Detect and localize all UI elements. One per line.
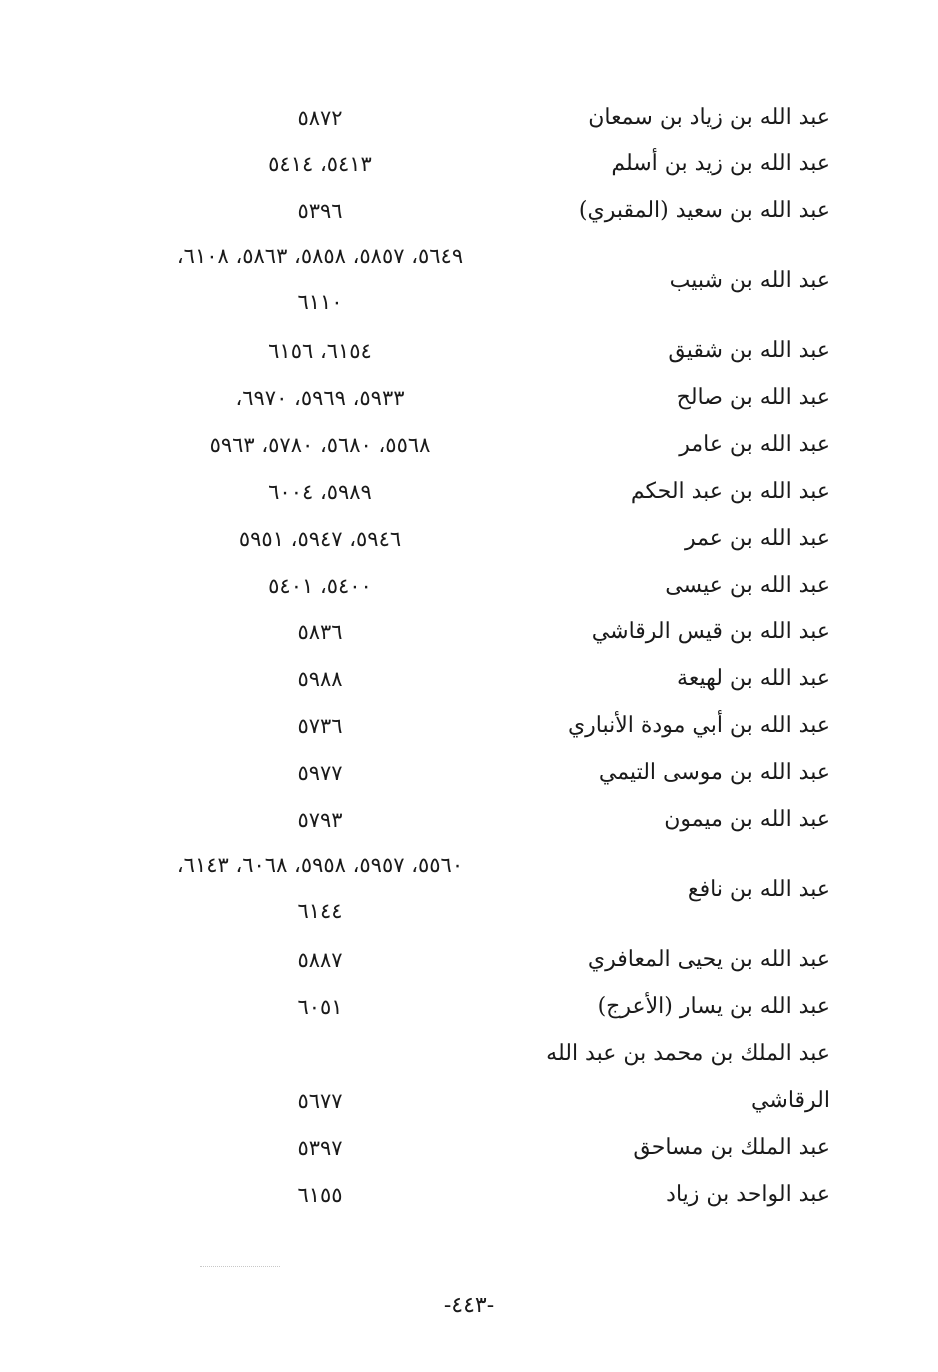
entry-name: عبد الملك بن مساحق (633, 1135, 830, 1160)
entry-name: عبد الله بن نافع (687, 877, 830, 902)
entry-refs (100, 850, 540, 942)
entry-name: عبد الله بن شبيب (669, 268, 830, 293)
entry-refs: ٥٩٨٩، ٦٠٠٤ (268, 480, 372, 504)
entry-name: عبد الواحد بن زياد (666, 1182, 830, 1207)
scan-artifact (200, 1266, 280, 1270)
entry-name: عبد الله بن عبد الحكم (630, 479, 830, 504)
entry-name: عبد الله بن أبي مودة الأنباري (567, 713, 830, 738)
entry-refs: ٥٨٣٦ (297, 620, 343, 644)
entry-refs: ٥٨٨٧ (297, 948, 343, 972)
entry-name: عبد الله بن زياد بن سمعان (588, 105, 830, 130)
entry-name: عبد الله بن موسى التيمي (598, 760, 830, 785)
entry-refs: ٥٥٦٨، ٥٦٨٠، ٥٧٨٠، ٥٩٦٣ (209, 433, 431, 457)
entry-name: عبد الله بن لهيعة (677, 666, 830, 691)
entry-refs: ٥٩٣٣، ٥٩٦٩، ٦٩٧٠، (235, 386, 405, 410)
entry-refs: ٥٩٤٦، ٥٩٤٧، ٥٩٥١ (238, 527, 402, 551)
entry-name: عبد الله بن يسار (الأعرج) (597, 994, 830, 1019)
entry-name-line: عبد الملك بن محمد بن عبد الله (546, 1041, 830, 1066)
entry-name: عبد الله بن ميمون (664, 807, 830, 832)
entry-name: عبد الله بن قيس الرقاشي (591, 619, 830, 644)
entry-name: عبد الله بن يحيى المعافري (587, 947, 830, 972)
entry-refs: ٥٧٣٦ (297, 714, 343, 738)
entry-name: عبد الله بن عامر (679, 432, 830, 457)
entry-refs: ٥٦٧٧ (297, 1089, 343, 1113)
entry-name: عبد الله بن عمر (684, 526, 830, 551)
entry-refs: ٥٤٠٠، ٥٤٠١ (268, 574, 372, 598)
entry-refs-line: ٦١٤٤ (297, 899, 343, 923)
entry-name: عبد الله بن صالح (676, 385, 830, 410)
entry-name: عبد الله بن سعيد (المقبري) (578, 198, 830, 223)
entry-refs-line: ٥٥٦٠، ٥٩٥٧، ٥٩٥٨، ٦٠٦٨، ٦١٤٣، (176, 853, 464, 877)
entry-refs (100, 241, 540, 333)
entry-refs: ٥٤١٣، ٥٤١٤ (268, 152, 372, 176)
entry-refs: ٥٩٧٧ (297, 761, 343, 785)
entry-name: عبد الله بن شقيق (668, 338, 830, 363)
entry-refs: ٥٧٩٣ (297, 808, 343, 832)
page-number: -٤٤٣- (443, 1293, 495, 1318)
entry-refs-line: ٦١١٠ (297, 290, 343, 314)
entry-refs: ٥٩٨٨ (297, 667, 343, 691)
entry-name: عبد الله بن زيد بن أسلم (611, 151, 830, 176)
entry-name-line: الرقاشي (751, 1088, 830, 1113)
entry-refs: ٦١٥٥ (297, 1183, 343, 1207)
entry-name: عبد الله بن عيسى (665, 573, 830, 598)
entry-refs: ٥٣٩٧ (297, 1136, 343, 1160)
entry-refs-line: ٥٦٤٩، ٥٨٥٧، ٥٨٥٨، ٥٨٦٣، ٦١٠٨، (176, 244, 464, 268)
entry-refs: ٥٣٩٦ (297, 199, 343, 223)
entry-refs: ٦١٥٤، ٦١٥٦ (268, 339, 372, 363)
entry-refs: ٥٨٧٢ (297, 106, 343, 130)
entry-refs: ٦٠٥١ (297, 995, 343, 1019)
